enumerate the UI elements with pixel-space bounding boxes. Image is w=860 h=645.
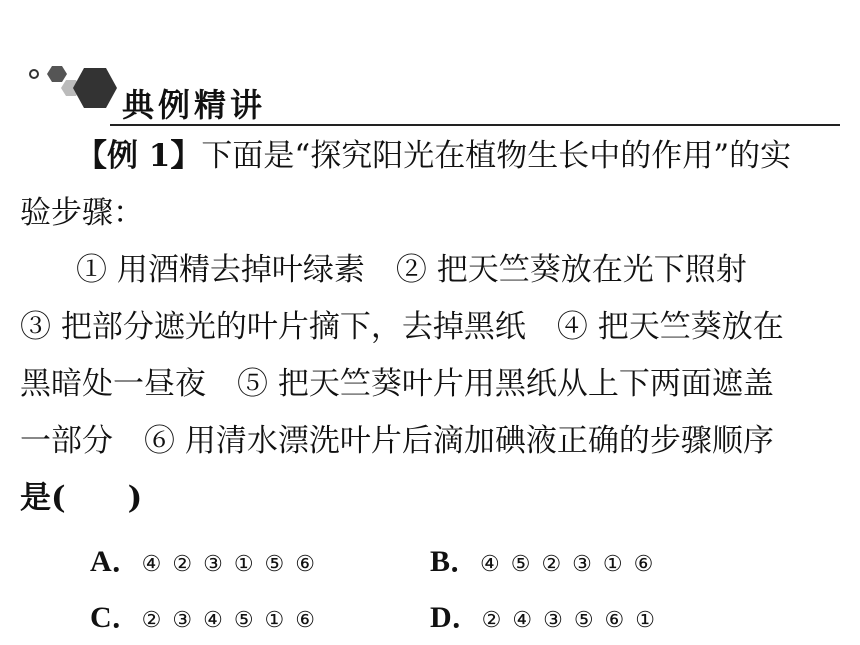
question-line-2: 验步骤： [20, 195, 144, 231]
question-line-1 [20, 128, 840, 185]
option-a-value: ④ ② ③ ① ⑤ ⑥ [141, 552, 317, 577]
option-b-label: B． [430, 545, 481, 578]
option-d-label: D． [430, 601, 482, 634]
option-d-value: ② ④ ③ ⑤ ⑥ ① [481, 608, 657, 633]
question-line-7: 是( ) [20, 480, 143, 516]
question-tag: 【例 1】 [76, 138, 202, 174]
option-b-value: ④ ⑤ ② ③ ① ⑥ [480, 552, 656, 577]
header-divider [110, 124, 840, 126]
option-b[interactable] [430, 536, 655, 580]
option-a-label: A． [90, 545, 142, 578]
section-title: 典例精讲 [122, 86, 267, 124]
question-stem: 下面是“探究阳光在植物生长中的作用”的实 [201, 138, 792, 174]
option-d[interactable] [430, 592, 657, 636]
question-line-6: 一部分 ⑥ 用清水漂洗叶片后滴加碘液正确的步骤顺序 [20, 423, 774, 459]
step-text-1: ① 用酒精去掉叶绿素 ② 把天竺葵放在光下照射 [76, 252, 747, 288]
option-c[interactable] [90, 592, 317, 636]
question-line-3 [20, 242, 840, 299]
option-c-label: C． [90, 601, 142, 634]
option-a[interactable] [90, 536, 317, 580]
section-header [22, 62, 842, 132]
question-line-4: ③ 把部分遮光的叶片摘下，去掉黑纸 ④ 把天竺葵放在 [20, 309, 784, 345]
question-line-5: 黑暗处一昼夜 ⑤ 把天竺葵叶片用黑纸从上下两面遮盖 [20, 366, 774, 402]
hexagon-decoration-icon [22, 62, 132, 132]
option-c-value: ② ③ ④ ⑤ ① ⑥ [141, 608, 317, 633]
